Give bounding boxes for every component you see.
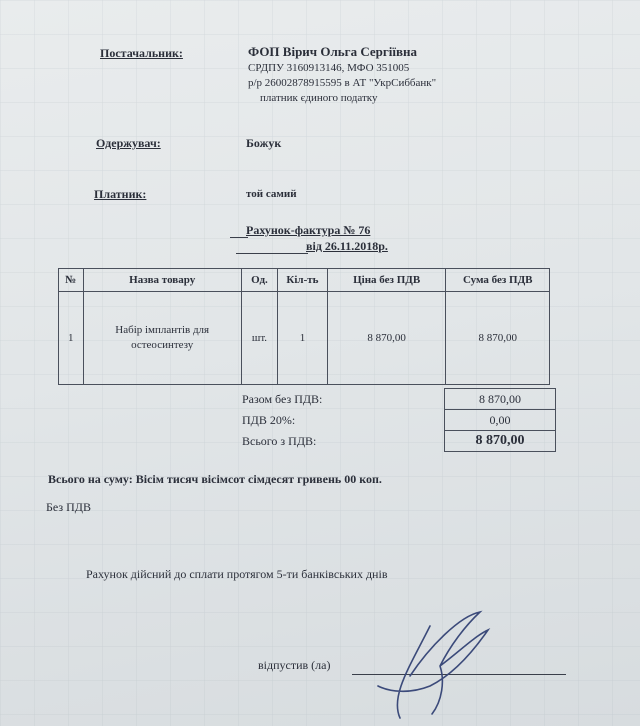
vat-row bbox=[238, 410, 556, 431]
col-header-unit: Од. bbox=[241, 269, 277, 292]
supplier-tax-status: платник єдиного податку bbox=[260, 92, 378, 104]
col-header-price: Ціна без ПДВ bbox=[327, 269, 446, 292]
items-table bbox=[58, 268, 550, 385]
title-underline bbox=[230, 237, 248, 238]
payer-label: Платник: bbox=[94, 187, 147, 201]
sum-in-words: Всього на суму: Вісім тисяч вісімсот сімдесят гривень 00 коп. bbox=[48, 472, 382, 486]
table-header-row bbox=[59, 269, 550, 292]
recipient-label: Одержувач: bbox=[96, 136, 161, 150]
col-header-qty: Кіл-ть bbox=[278, 269, 328, 292]
totals-table bbox=[238, 388, 556, 452]
supplier-label: Постачальник: bbox=[100, 46, 183, 60]
cell-name: Набір імплантів для остеосинтезу bbox=[83, 292, 241, 385]
validity-note: Рахунок дійсний до сплати протягом 5-ти банківських днів bbox=[86, 567, 388, 581]
cell-price: 8 870,00 bbox=[327, 292, 446, 385]
payer-value: той самий bbox=[246, 188, 297, 200]
supplier-codes: СРДПУ 3160913146, МФО 351005 bbox=[248, 62, 410, 74]
supplier-account: р/р 26002878915595 в АТ "УкрСиббанк" bbox=[248, 77, 437, 89]
col-header-name: Назва товару bbox=[83, 269, 241, 292]
handwritten-signature bbox=[370, 606, 510, 724]
cell-sum: 8 870,00 bbox=[446, 292, 550, 385]
released-by-label: відпустив (ла) bbox=[258, 658, 331, 672]
vat-label: ПДВ 20%: bbox=[242, 412, 296, 427]
subtotal-label: Разом без ПДВ: bbox=[242, 391, 323, 406]
subtotal-value: 8 870,00 bbox=[445, 389, 556, 410]
date-underline bbox=[236, 253, 308, 254]
vat-value: 0,00 bbox=[445, 410, 556, 431]
recipient-value: Божук bbox=[246, 136, 282, 150]
col-header-number: № bbox=[59, 269, 84, 292]
invoice-date: від 26.11.2018р. bbox=[306, 239, 388, 253]
cell-qty: 1 bbox=[278, 292, 328, 385]
total-label: Всього з ПДВ: bbox=[242, 433, 317, 448]
no-vat-note: Без ПДВ bbox=[46, 500, 91, 514]
cell-number: 1 bbox=[59, 292, 84, 385]
total-value: 8 870,00 bbox=[445, 431, 556, 452]
total-row bbox=[238, 431, 556, 452]
supplier-name: ФОП Вірич Ольга Сергіївна bbox=[248, 44, 417, 59]
invoice-title: Рахунок-фактура № 76 bbox=[246, 223, 371, 237]
table-row bbox=[59, 292, 550, 385]
subtotal-row bbox=[238, 389, 556, 410]
col-header-sum: Сума без ПДВ bbox=[446, 269, 550, 292]
cell-unit: шт. bbox=[241, 292, 277, 385]
